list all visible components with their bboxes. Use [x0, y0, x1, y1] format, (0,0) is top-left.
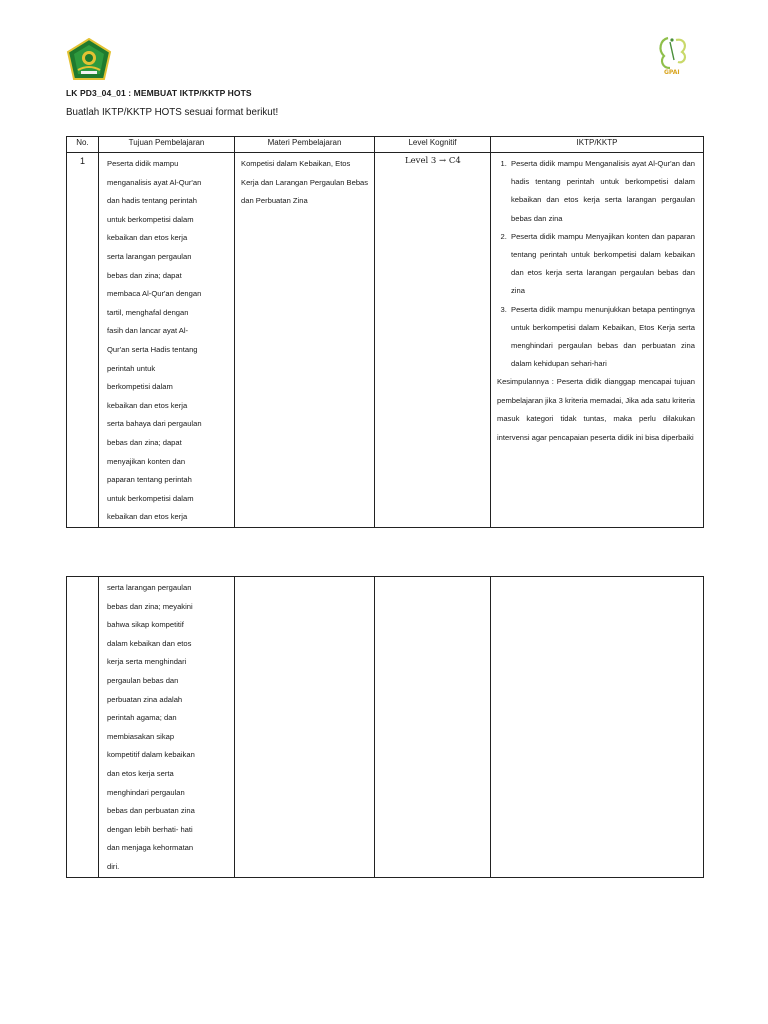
- materi-text: Kompetisi dalam Kebaikan, Etos Kerja dan Larangan Pergaulan Bebas dan Perbuatan Zina: [241, 159, 369, 206]
- document-id: LK PD3_04_01 : MEMBUAT IKTP/KKTP HOTS: [66, 88, 252, 98]
- column-header-level: Level Kognitif: [375, 137, 491, 153]
- instruction-text: Buatlah IKTP/KKTP HOTS sesuai format berikut!: [66, 107, 279, 118]
- iktp-table: [66, 136, 704, 528]
- materi-cell: [235, 577, 375, 878]
- iktp-table-continued: [66, 576, 704, 878]
- table-header-row: [67, 137, 704, 153]
- tujuan-text: Peserta didik mampu menganalisis ayat Al-Qur'an dan hadis tentang perintah untuk berkompetisi dalam kebaikan dan etos kerja serta larangan pergaulan bebas dan zina; dapat membaca Al-Qur'an dengan tartil, menghafal dengan fasih dan lancar ayat Al- Qur'an serta Hadis tentang perintah untuk berkompetisi dalam kebaikan dan etos kerja serta bahaya dari pergaulan bebas dan zina; dapat menyajikan konten dan paparan tentang perintah untuk berkompetisi dalam kebaikan dan etos kerja: [107, 159, 202, 522]
- column-header-no: No.: [67, 137, 99, 153]
- iktp-item: 3. Peserta didik mampu menunjukkan betapa pentingnya untuk berkompetisi dalam Kebaikan, Etos Kerja serta menghindari pergaulan bebas dan perbuatan zina dalam kehidupan sehari-hari: [509, 301, 695, 374]
- materi-cell: [235, 153, 375, 528]
- table-row: [67, 577, 704, 878]
- iktp-cell: [491, 153, 704, 528]
- kemenag-logo-icon: [64, 38, 114, 82]
- column-header-tujuan: Tujuan Pembelajaran: [99, 137, 235, 153]
- kesimpulan-text: Kesimpulannya : Peserta didik dianggap mencapai tujuan pembelajaran jika 3 kriteria memadai, Jika ada satu kriteria masuk kategori tidak tuntas, maka perlu dilakukan intervensi agar pencapaian peserta didik ini bisa diperbaiki: [497, 377, 695, 442]
- tujuan-cell: [99, 577, 235, 878]
- column-header-materi: Materi Pembelajaran: [235, 137, 375, 153]
- tujuan-text: serta larangan pergaulan bebas dan zina; meyakini bahwa sikap kompetitif dalam kebaikan dan etos kerja serta menghindari pergaulan bebas dan perbuatan zina adalah perintah agama; dan membiasakan sikap kompetitif dalam kebaikan dan etos kerja serta menghindari pergaulan bebas dan perbuatan zina dengan lebih berhati- hati dan menjaga kehormatan diri.: [107, 583, 195, 871]
- iktp-item: 1. Peserta didik mampu Menganalisis ayat Al-Qur'an dan hadis tentang perintah untuk berkompetisi dalam kebaikan dan etos kerja serta larangan pergaulan bebas dan zina: [509, 155, 695, 228]
- iktp-cell: [491, 577, 704, 878]
- gpai-logo-icon: [646, 32, 698, 78]
- level-cell: [375, 577, 491, 878]
- row-number: [67, 577, 99, 878]
- table-row: [67, 153, 704, 528]
- iktp-item: 2. Peserta didik mampu Menyajikan konten dan paparan tentang perintah untuk berkompetisi dalam kebaikan dan etos kerja serta larangan pergaulan bebas dan zina: [509, 228, 695, 301]
- gpai-logo-text: GPAI: [664, 69, 680, 76]
- level-cell: [375, 153, 491, 528]
- row-number: 1: [67, 153, 99, 528]
- level-text: Level 3 → C4: [405, 156, 461, 166]
- iktp-list: [491, 153, 703, 373]
- tujuan-cell: [99, 153, 235, 528]
- column-header-iktp: IKTP/KKTP: [491, 137, 704, 153]
